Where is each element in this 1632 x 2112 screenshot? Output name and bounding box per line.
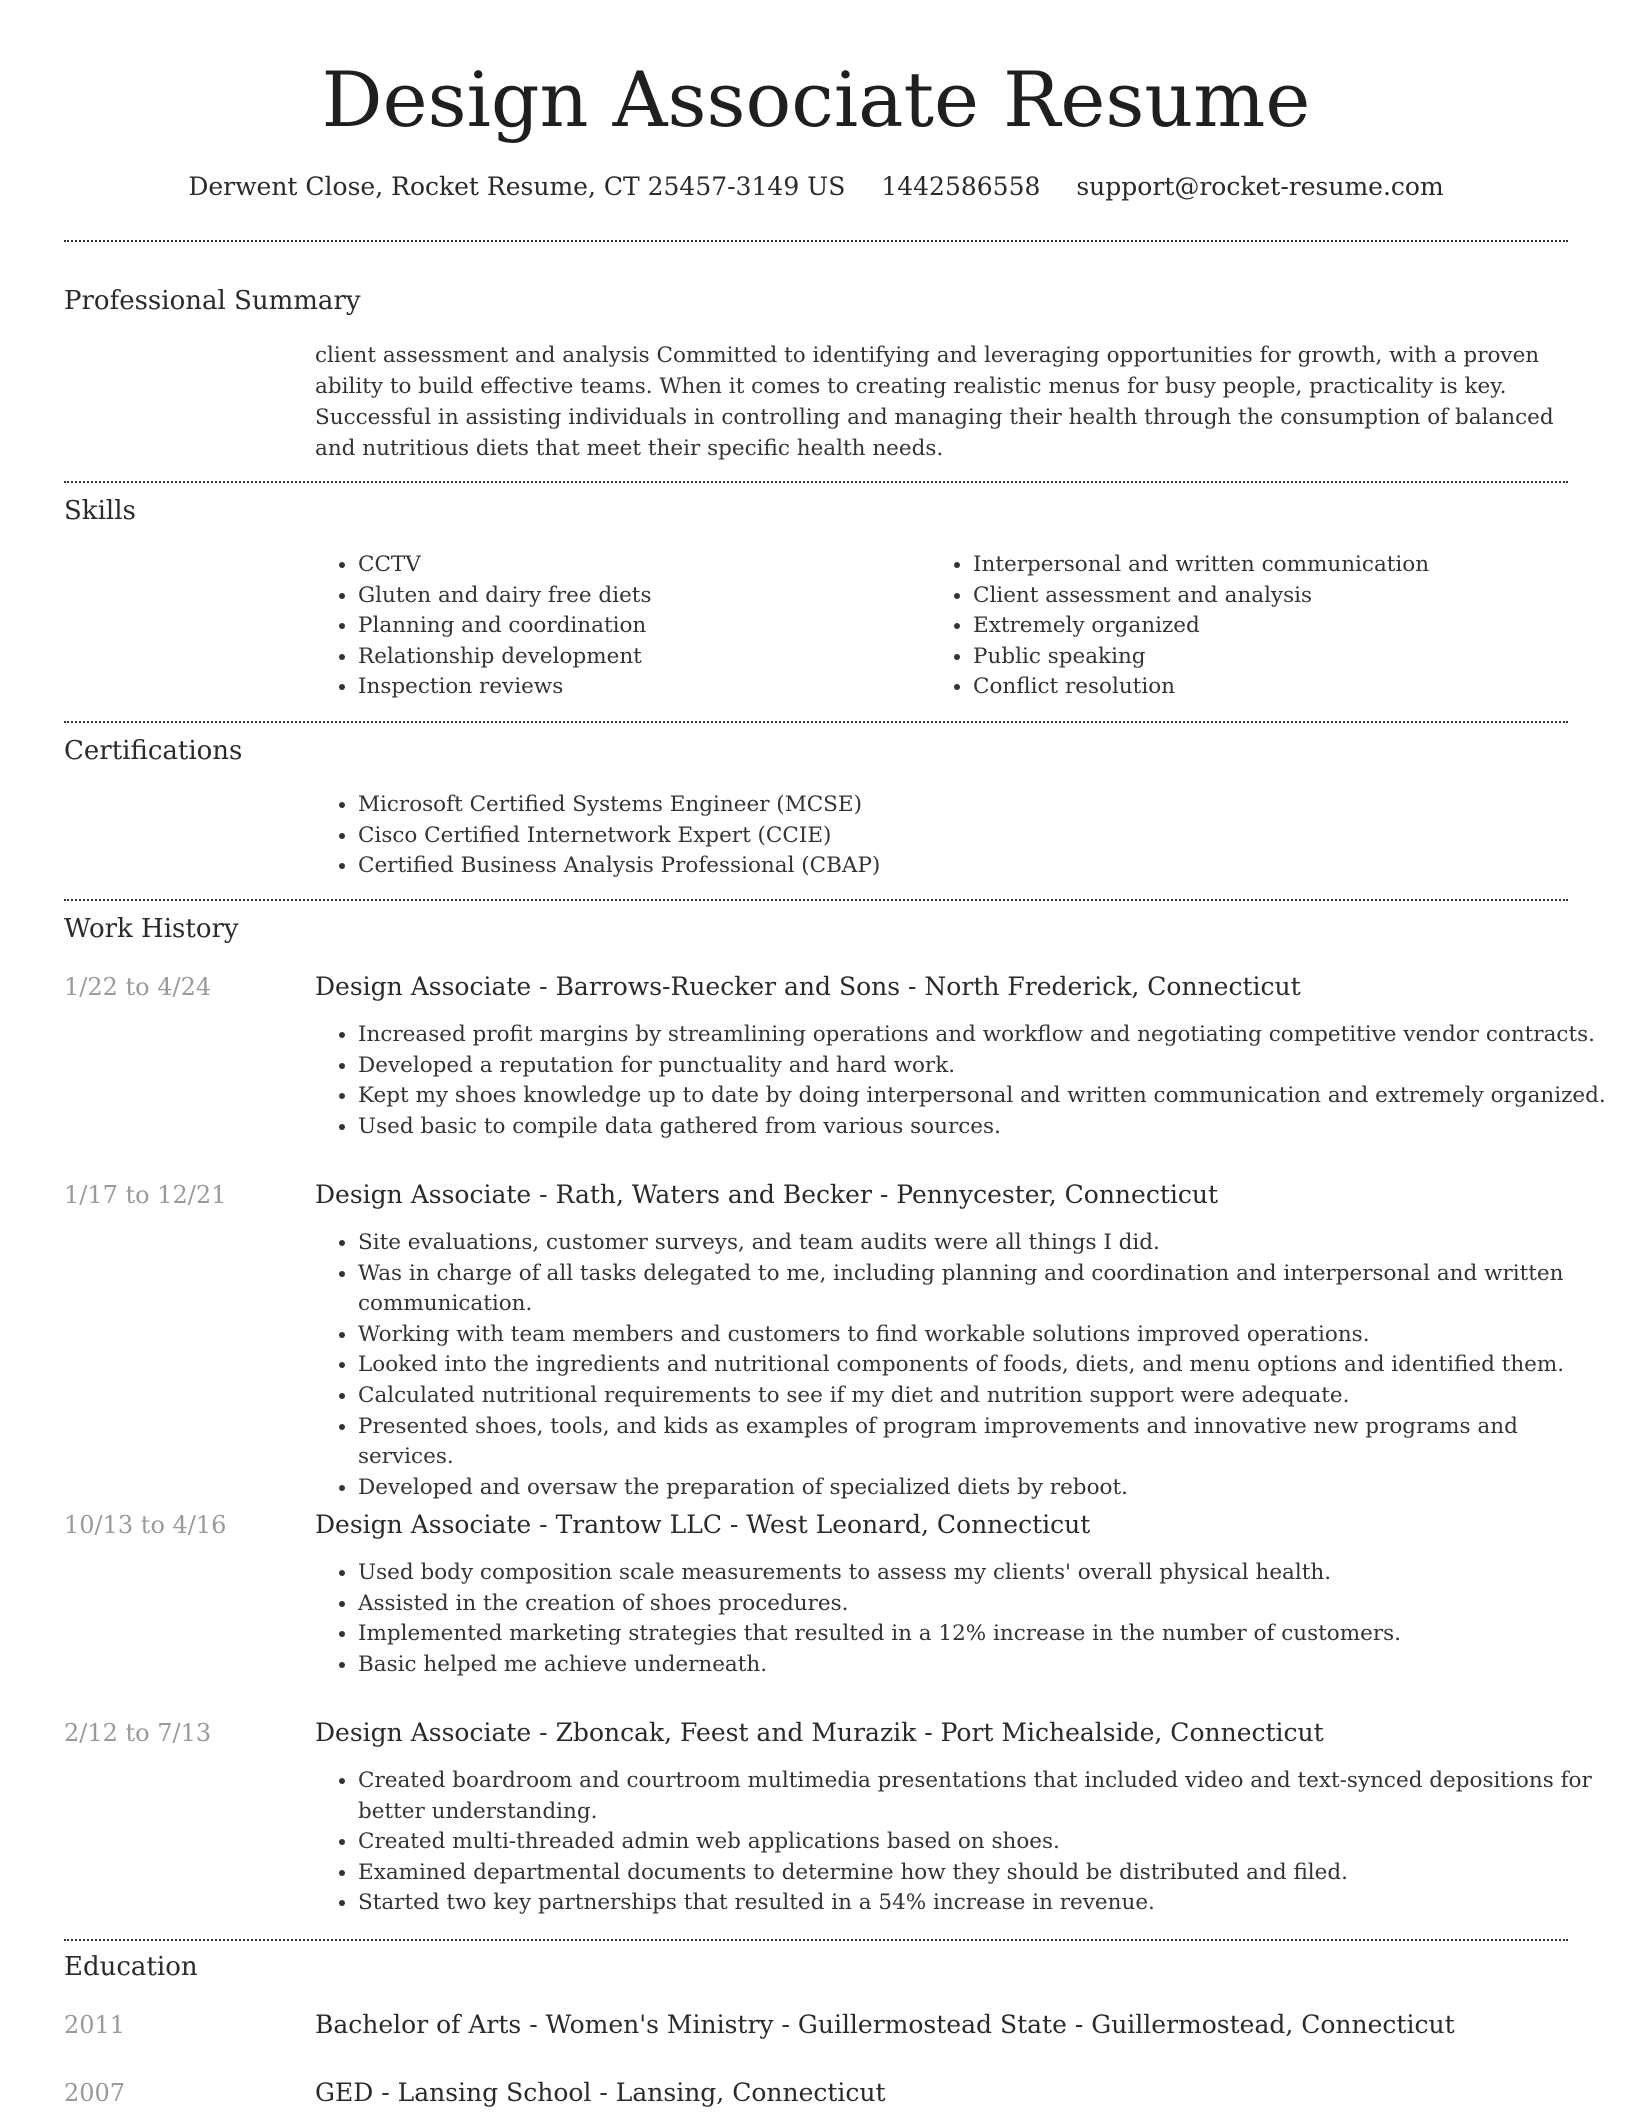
job-bullet: • Examined departmental documents to determine how they should be distributed and filed. <box>358 1858 1608 1889</box>
skill-item: • Gluten and dairy free diets <box>358 581 958 612</box>
summary-heading: Professional Summary <box>64 286 361 316</box>
job-bullets <box>315 1558 1608 1680</box>
skills-list-right <box>930 550 1593 703</box>
skill-item: • CCTV <box>358 550 958 581</box>
job-bullet: • Site evaluations, customer surveys, and team audits were all things I did. <box>358 1228 1608 1259</box>
job-bullet: • Working with team members and customers to find workable solutions improved operations. <box>358 1320 1608 1351</box>
certification-item: • Microsoft Certified Systems Engineer (MCSE) <box>358 790 1608 821</box>
education-heading-item: GED - Lansing School - Lansing, Connecticut <box>315 2078 886 2107</box>
job-bullet: • Created multi-threaded admin web applications based on shoes. <box>358 1827 1608 1858</box>
job-dates: 1/22 to 4/24 <box>64 973 212 1001</box>
job-bullet: • Assisted in the creation of shoes procedures. <box>358 1589 1608 1620</box>
job-heading: Design Associate - Rath, Waters and Becker - Pennycester, Connecticut <box>315 1180 1219 1209</box>
job-heading: Design Associate - Barrows-Ruecker and Sons - North Frederick, Connecticut <box>315 972 1301 1001</box>
certification-item: • Cisco Certified Internetwork Expert (CCIE) <box>358 821 1608 852</box>
skills-heading: Skills <box>64 496 136 526</box>
certifications-list <box>315 790 1608 882</box>
job-heading: Design Associate - Zboncak, Feest and Murazik - Port Michealside, Connecticut <box>315 1718 1324 1747</box>
section-divider <box>64 240 1568 242</box>
job-bullet: • Created boardroom and courtroom multimedia presentations that included video and text-synced depositions for better understanding. <box>358 1766 1608 1827</box>
job-bullet: • Implemented marketing strategies that resulted in a 12% increase in the number of customers. <box>358 1619 1608 1650</box>
skill-item: • Conflict resolution <box>973 672 1593 703</box>
section-divider <box>64 1939 1568 1941</box>
skill-item: • Public speaking <box>973 642 1593 673</box>
summary-text: client assessment and analysis Committed to identifying and leveraging opportunities for growth, with a proven ability to build effective teams. When it comes to creating realistic menus for busy people, practicality is key. Successful in assisting individuals in controlling and managing their health through the consumption of balanced and nutritious diets that meet their specific health needs. <box>315 343 1554 461</box>
job-bullet: • Used basic to compile data gathered from various sources. <box>358 1112 1608 1143</box>
education-heading-item: Bachelor of Arts - Women's Ministry - Guillermostead State - Guillermostead, Connecticut <box>315 2010 1455 2039</box>
job-bullet: • Looked into the ingredients and nutritional components of foods, diets, and menu options and identified them. <box>358 1350 1608 1381</box>
skill-item: • Extremely organized <box>973 611 1593 642</box>
education-heading: Education <box>64 1952 198 1982</box>
job-bullets <box>315 1228 1608 1503</box>
contact-address: Derwent Close, Rocket Resume, CT 25457-3149 US <box>188 172 846 201</box>
certification-item: • Certified Business Analysis Professional (CBAP) <box>358 851 1608 882</box>
section-divider <box>64 721 1568 723</box>
job-bullet: • Was in charge of all tasks delegated to me, including planning and coordination and interpersonal and written communication. <box>358 1259 1608 1320</box>
skill-item: • Planning and coordination <box>358 611 958 642</box>
certifications-heading: Certifications <box>64 736 243 766</box>
skill-item: • Client assessment and analysis <box>973 581 1593 612</box>
job-bullets <box>315 1020 1608 1142</box>
education-year: 2011 <box>64 2011 126 2039</box>
job-bullet: • Presented shoes, tools, and kids as examples of program improvements and innovative new programs and services. <box>358 1412 1608 1473</box>
job-bullets <box>315 1766 1608 1919</box>
section-divider <box>64 899 1568 901</box>
job-dates: 2/12 to 7/13 <box>64 1719 212 1747</box>
section-divider <box>64 481 1568 483</box>
job-bullet: • Developed a reputation for punctuality and hard work. <box>358 1051 1608 1082</box>
job-dates: 10/13 to 4/16 <box>64 1511 227 1539</box>
job-bullet: • Developed and oversaw the preparation of specialized diets by reboot. <box>358 1473 1608 1504</box>
job-bullet: • Started two key partnerships that resulted in a 54% increase in revenue. <box>358 1888 1608 1919</box>
work-heading: Work History <box>64 914 239 944</box>
skills-list-left <box>315 550 958 703</box>
job-dates: 1/17 to 12/21 <box>64 1181 227 1209</box>
job-heading: Design Associate - Trantow LLC - West Leonard, Connecticut <box>315 1510 1091 1539</box>
job-bullet: • Increased profit margins by streamlining operations and workflow and negotiating competitive vendor contracts. <box>358 1020 1608 1051</box>
job-bullet: • Calculated nutritional requirements to see if my diet and nutrition support were adequate. <box>358 1381 1608 1412</box>
contact-phone: 1442586558 <box>881 172 1041 201</box>
skill-item: • Interpersonal and written communication <box>973 550 1593 581</box>
contact-email: support@rocket-resume.com <box>1076 172 1444 201</box>
skill-item: • Relationship development <box>358 642 958 673</box>
job-bullet: • Kept my shoes knowledge up to date by doing interpersonal and written communication and extremely organized. <box>358 1081 1608 1112</box>
skill-item: • Inspection reviews <box>358 672 958 703</box>
job-bullet: • Used body composition scale measurements to assess my clients' overall physical health. <box>358 1558 1608 1589</box>
contact-line <box>0 170 1632 204</box>
job-bullet: • Basic helped me achieve underneath. <box>358 1650 1608 1681</box>
education-year: 2007 <box>64 2079 126 2107</box>
resume-title: Design Associate Resume <box>321 55 1311 144</box>
